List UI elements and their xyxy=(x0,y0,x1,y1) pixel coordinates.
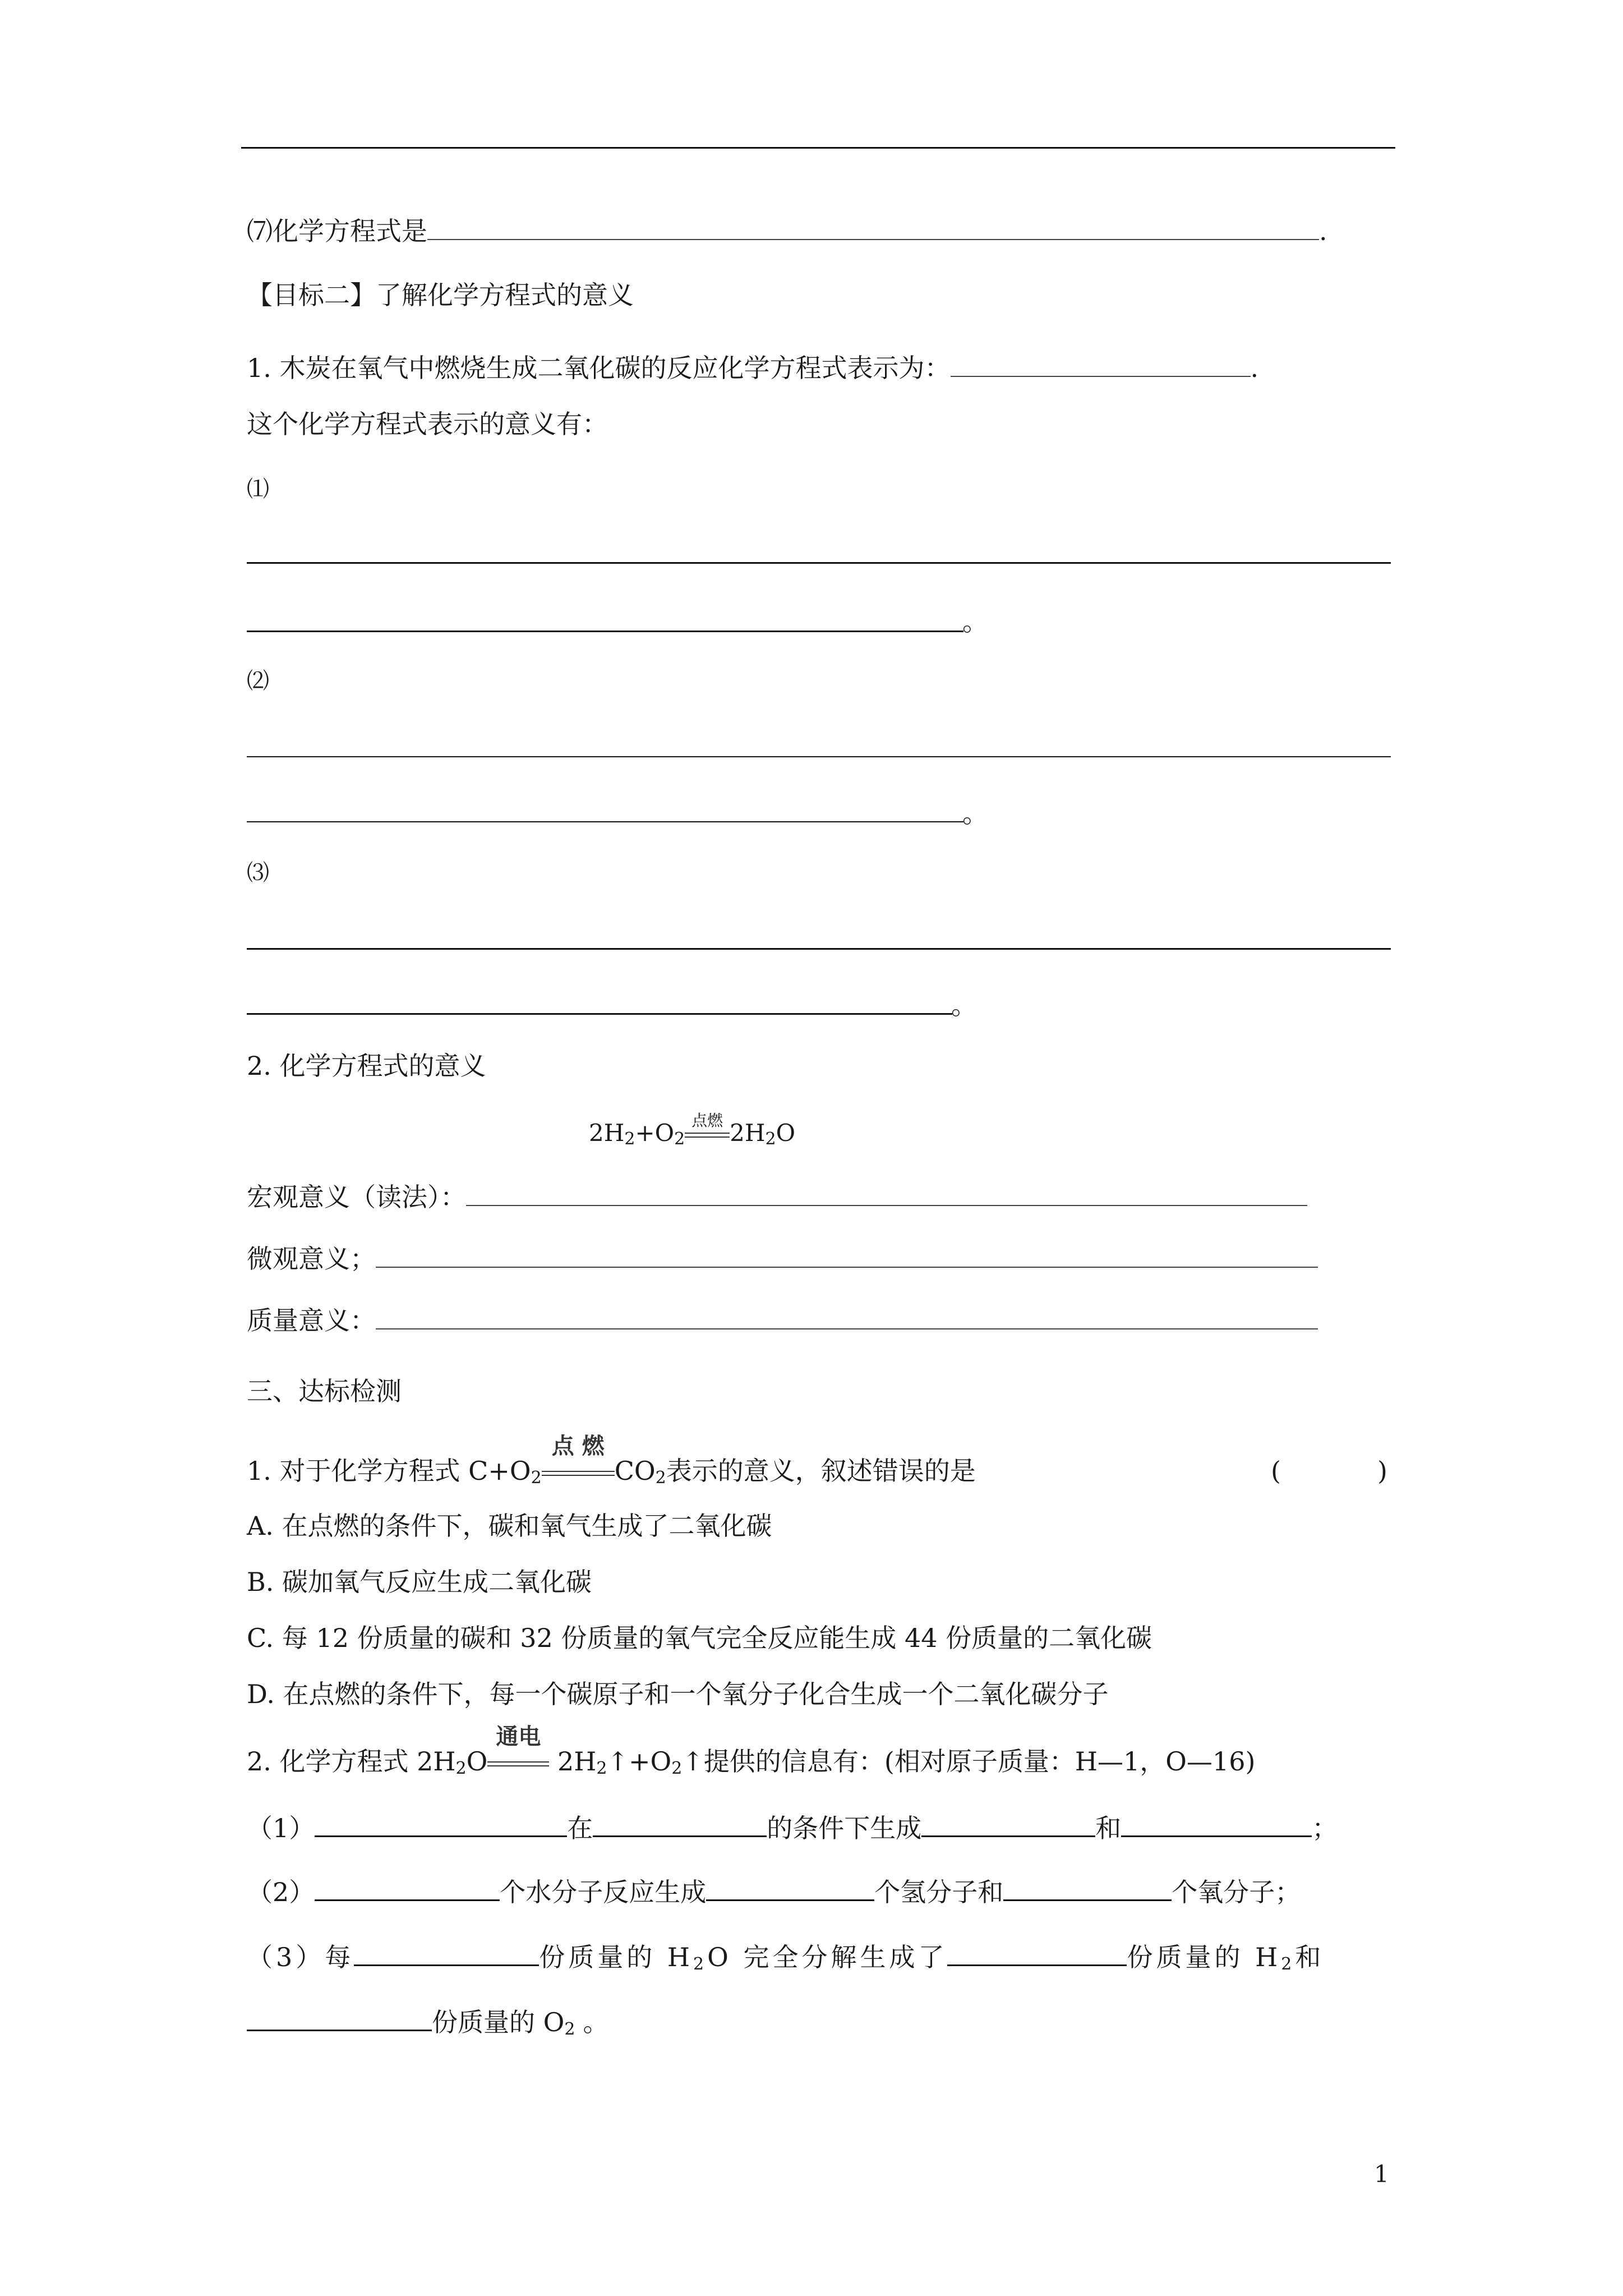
fill-row-2: （2） 个水分子反应生成 个氢分子和 个氧分子； xyxy=(247,1875,1301,1909)
answer-blank[interactable] xyxy=(706,1875,874,1901)
end-mark: 。 xyxy=(951,990,977,1020)
answer-blank[interactable] xyxy=(376,1242,1318,1268)
answer-blank[interactable] xyxy=(466,1180,1307,1206)
reaction-condition: 通电 xyxy=(487,1745,549,1778)
reaction-condition: 点 燃 xyxy=(542,1454,615,1488)
answer-blank[interactable] xyxy=(315,1811,567,1837)
answer-paren-left: ( xyxy=(1271,1456,1281,1486)
goal2-heading: 【目标二】了解化学方程式的意义 xyxy=(247,280,634,310)
fill-row-3: （3）每 份质量的 $H_2O$ 完全分解生成了 份质量的 $H_2$和 xyxy=(247,1940,1324,1974)
answer-paren-right: ) xyxy=(1377,1456,1387,1486)
fill-row-4: 份质量的 $O_2$ 。 xyxy=(247,2005,608,2039)
header-rule xyxy=(241,147,1395,149)
meaning-intro: 这个化学方程式表示的意义有： xyxy=(247,409,608,439)
answer-line[interactable] xyxy=(247,756,1391,757)
test-question-2: 2. 化学方程式 $2H_2O$ 通电 $2H_2↑+O_2↑$提供的信息有：(相对原子质量：H—1，O—16) xyxy=(247,1723,1256,1778)
option-c[interactable]: C. 每 12 份质量的碳和 32 份质量的氧气完全反应能生成 44 份质量的二氧化碳 xyxy=(247,1623,1152,1653)
option-b[interactable]: B. 碳加氧气反应生成二氧化碳 xyxy=(247,1567,592,1597)
reaction-condition: 点燃 xyxy=(685,1116,730,1150)
question-2-title: 2. 化学方程式的意义 xyxy=(247,1051,486,1081)
answer-line[interactable] xyxy=(247,821,963,822)
meaning-label-1: ⑴ xyxy=(247,476,269,502)
mass-meaning: 质量意义： xyxy=(247,1304,1318,1337)
answer-line[interactable] xyxy=(247,948,1391,950)
section-3-heading: 三、达标检测 xyxy=(247,1376,402,1406)
option-a[interactable]: A. 在点燃的条件下，碳和氧气生成了二氧化碳 xyxy=(247,1511,772,1541)
macro-meaning: 宏观意义（读法）： xyxy=(247,1180,1307,1214)
answer-blank[interactable] xyxy=(951,351,1251,377)
fill-row-1: （1） 在 的条件下生成 和 ； xyxy=(247,1811,1338,1845)
option-d[interactable]: D. 在点燃的条件下，每一个碳原子和一个氧分子化合生成一个二氧化碳分子 xyxy=(247,1679,1109,1709)
answer-blank[interactable] xyxy=(1003,1875,1172,1901)
answer-blank[interactable] xyxy=(247,2005,432,2031)
meaning-label-3: ⑶ xyxy=(247,860,269,886)
answer-blank[interactable] xyxy=(376,1304,1318,1329)
answer-blank[interactable] xyxy=(1121,1811,1312,1837)
answer-line[interactable] xyxy=(247,562,1391,564)
test-question-1: 1. 对于化学方程式 $C+O_2$ 点 燃 $CO_2$表示的意义，叙述错误的是 xyxy=(247,1433,976,1488)
water-formation-equation: $2H_2+O_2$ 点燃 $2H_2O$ xyxy=(589,1111,796,1149)
answer-blank[interactable] xyxy=(315,1875,500,1901)
answer-blank[interactable] xyxy=(921,1811,1095,1837)
end-mark: 。 xyxy=(962,606,988,637)
page-number: 1 xyxy=(1374,2160,1389,2188)
answer-blank[interactable] xyxy=(593,1811,767,1837)
answer-blank[interactable] xyxy=(427,214,1319,240)
answer-blank[interactable] xyxy=(947,1940,1127,1966)
micro-meaning: 微观意义； xyxy=(247,1242,1318,1276)
end-mark: 。 xyxy=(962,798,988,829)
prompt-text: ⑺化学方程式是 xyxy=(247,216,427,246)
line-equation-prompt: ⑺化学方程式是 . xyxy=(247,214,1327,248)
answer-blank[interactable] xyxy=(354,1940,539,1966)
question-1: 1. 木炭在氧气中燃烧生成二氧化碳的反应化学方程式表示为： . xyxy=(247,351,1258,385)
answer-line[interactable] xyxy=(247,631,963,632)
meaning-label-2: ⑵ xyxy=(247,668,269,694)
answer-line[interactable] xyxy=(247,1013,952,1015)
